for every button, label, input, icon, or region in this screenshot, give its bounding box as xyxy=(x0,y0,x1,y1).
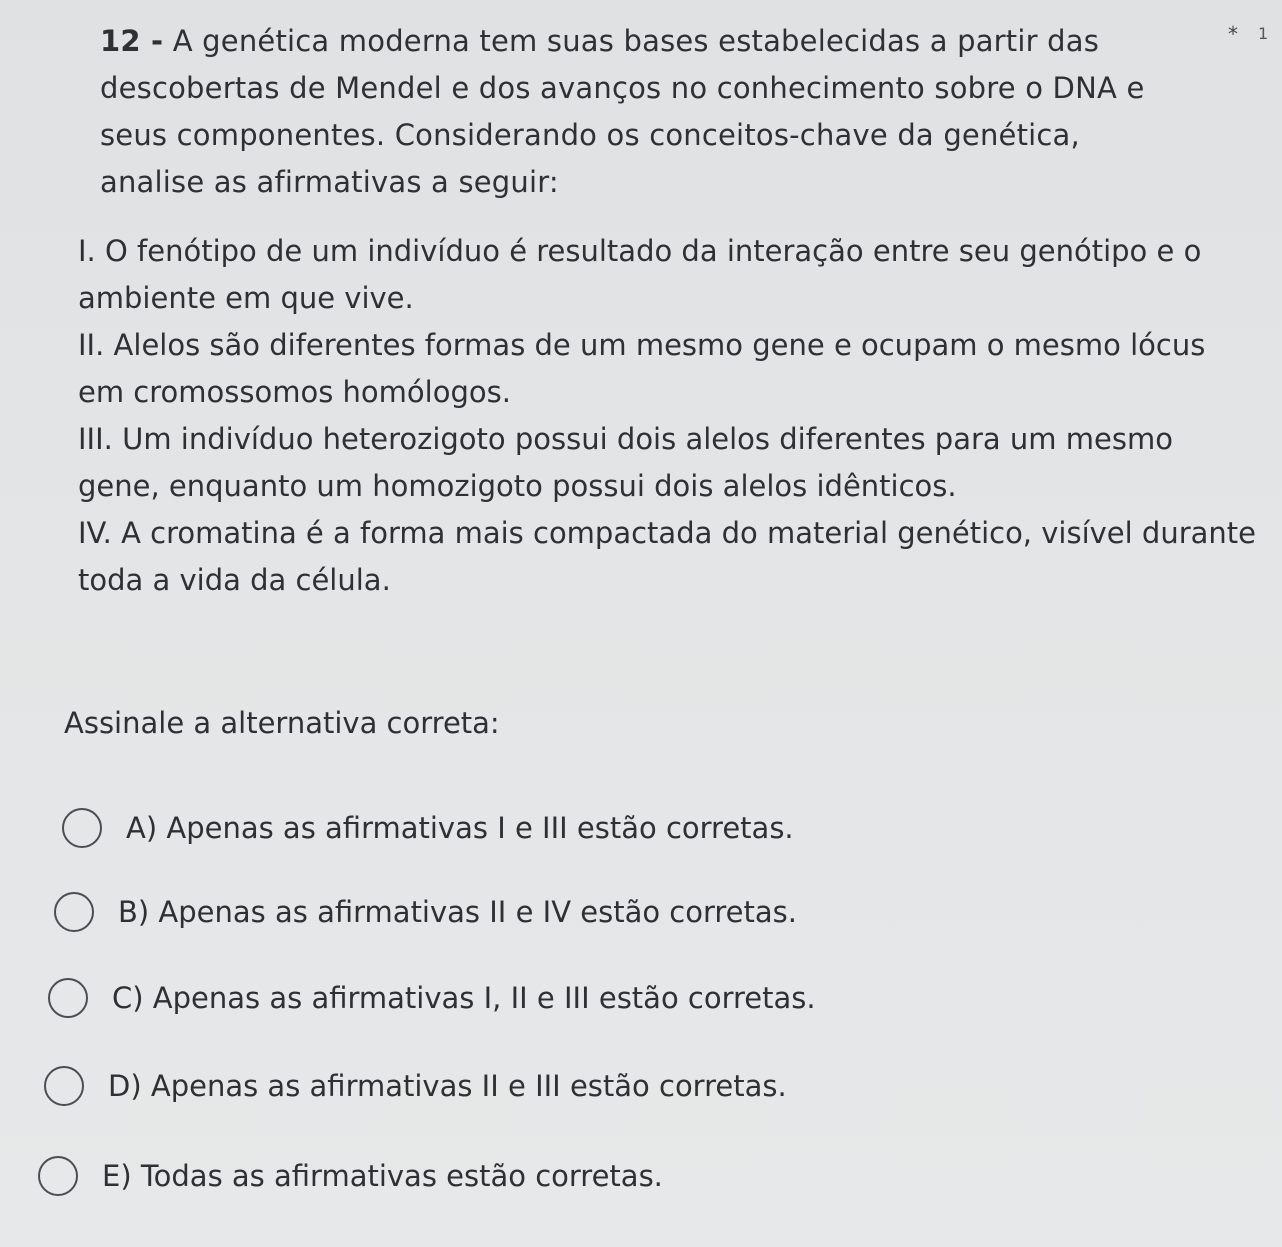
question-number: 12 - xyxy=(100,24,164,58)
answer-prompt: Assinale a alternativa correta: xyxy=(64,706,500,740)
option-label: A) Apenas as afirmativas I e III estão corretas. xyxy=(126,811,794,845)
radio-circle-icon[interactable] xyxy=(54,892,94,932)
option-e[interactable] xyxy=(38,1156,663,1196)
option-label: E) Todas as afirmativas estão corretas. xyxy=(102,1159,663,1193)
option-label: B) Apenas as afirmativas II e IV estão corretas. xyxy=(118,895,797,929)
option-label: C) Apenas as afirmativas I, II e III estão corretas. xyxy=(112,981,816,1015)
question-text: A genética moderna tem suas bases estabelecidas a partir das descobertas de Mendel e dos avanços no conhecimento sobre o DNA e seus componentes. Considerando os conceitos-chave da genética, analise as afirmativas a seguir: xyxy=(100,24,1145,199)
radio-circle-icon[interactable] xyxy=(44,1066,84,1106)
question-points: 1 xyxy=(1258,24,1269,43)
option-label: D) Apenas as afirmativas II e III estão corretas. xyxy=(108,1069,787,1103)
radio-circle-icon[interactable] xyxy=(48,978,88,1018)
statement-item: II. Alelos são diferentes formas de um mesmo gene e ocupam o mesmo lócus em cromossomos homólogos. xyxy=(78,328,1206,409)
radio-circle-icon[interactable] xyxy=(38,1156,78,1196)
required-asterisk-icon: * xyxy=(1228,22,1238,46)
option-d[interactable] xyxy=(44,1066,787,1106)
statements-list xyxy=(78,228,1258,604)
radio-circle-icon[interactable] xyxy=(62,808,102,848)
statement-item: III. Um indivíduo heterozigoto possui dois alelos diferentes para um mesmo gene, enquanto um homozigoto possui dois alelos idênticos. xyxy=(78,422,1173,503)
option-b[interactable] xyxy=(54,892,797,932)
option-c[interactable] xyxy=(48,978,816,1018)
option-a[interactable] xyxy=(62,808,794,848)
statement-item: I. O fenótipo de um indivíduo é resultado da interação entre seu genótipo e o ambiente em que vive. xyxy=(78,234,1202,315)
statement-item: IV. A cromatina é a forma mais compactada do material genético, visível durante toda a vida da célula. xyxy=(78,516,1256,597)
question-header xyxy=(100,18,1180,206)
